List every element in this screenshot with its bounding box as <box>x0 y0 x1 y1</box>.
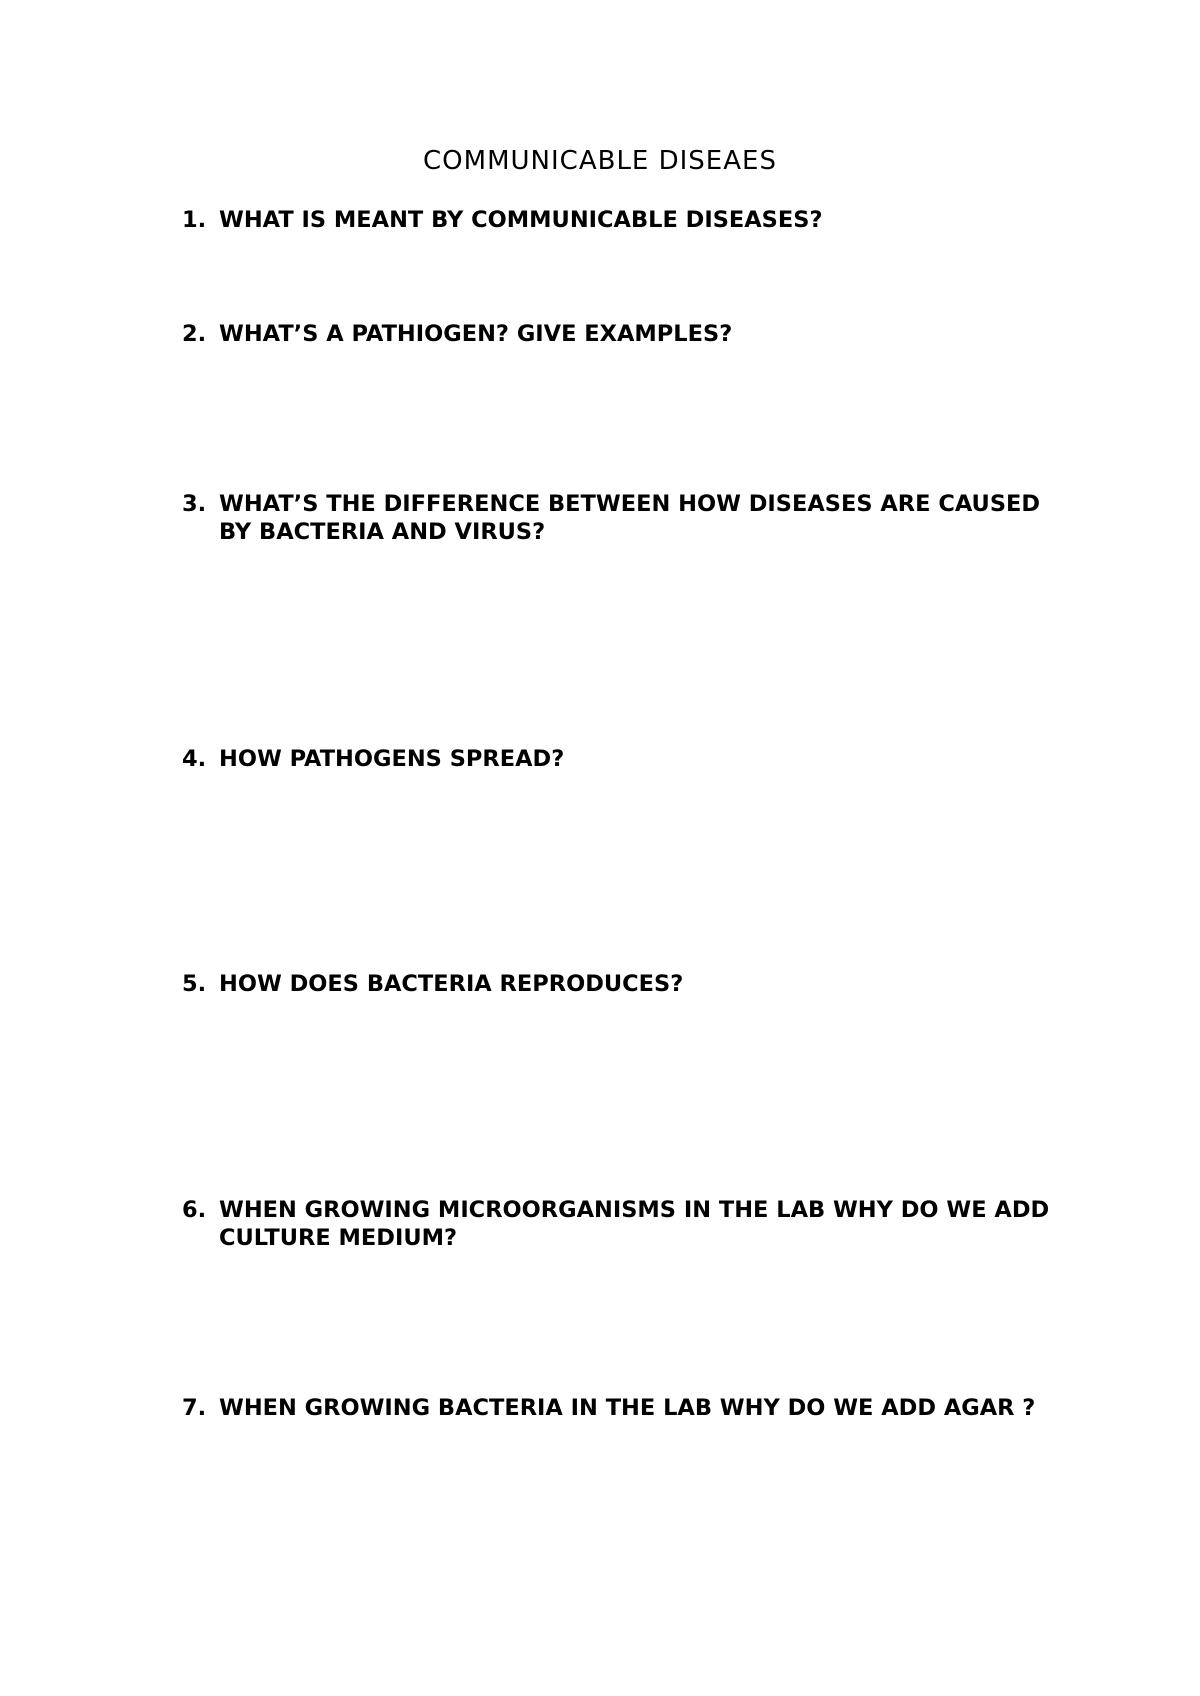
question-number: 4. <box>182 746 207 772</box>
question-number: 5. <box>182 971 207 997</box>
question-number: 6. <box>182 1197 207 1223</box>
question-text: WHEN GROWING MICROORGANISMS IN THE LAB WHY DO WE ADD CULTURE MEDIUM? <box>219 1197 1050 1251</box>
question-text: WHEN GROWING BACTERIA IN THE LAB WHY DO WE ADD AGAR ? <box>219 1395 1036 1421</box>
question-7 <box>182 1394 1062 1422</box>
question-text: WHAT IS MEANT BY COMMUNICABLE DISEASES? <box>219 207 823 233</box>
question-1 <box>182 206 1062 234</box>
question-number: 2. <box>182 321 207 347</box>
document-title: COMMUNICABLE DISEAES <box>423 146 777 176</box>
question-number: 3. <box>182 491 207 517</box>
question-4 <box>182 745 1062 773</box>
question-number: 1. <box>182 207 207 233</box>
question-text: WHAT’S A PATHIOGEN? GIVE EXAMPLES? <box>219 321 733 347</box>
question-3 <box>182 490 1062 546</box>
question-text: WHAT’S THE DIFFERENCE BETWEEN HOW DISEASES ARE CAUSED BY BACTERIA AND VIRUS? <box>219 491 1041 545</box>
question-number: 7. <box>182 1395 207 1421</box>
question-5 <box>182 970 1062 998</box>
question-text: HOW DOES BACTERIA REPRODUCES? <box>219 971 684 997</box>
question-2 <box>182 320 1062 348</box>
question-text: HOW PATHOGENS SPREAD? <box>219 746 565 772</box>
question-6 <box>182 1196 1062 1252</box>
